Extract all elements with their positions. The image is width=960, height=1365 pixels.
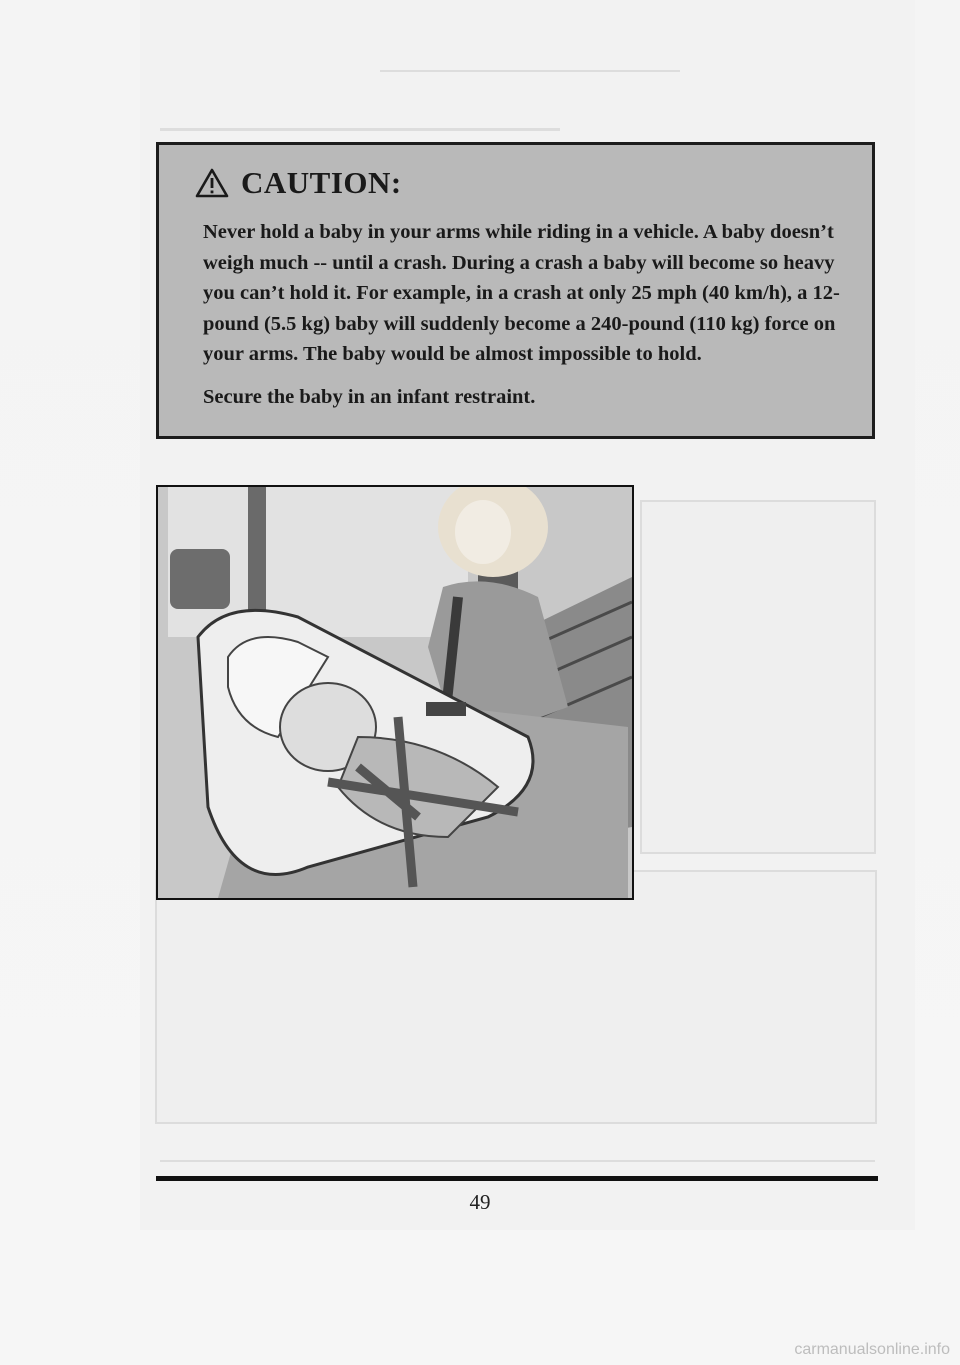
infant-restraint-illustration <box>156 485 634 900</box>
bleed-through-box <box>155 870 877 1124</box>
warning-triangle-icon <box>195 168 229 198</box>
caution-box <box>156 142 875 439</box>
watermark: carmanualsonline.info <box>794 1341 950 1358</box>
page-number: 49 <box>469 1190 491 1214</box>
bleed-through-line <box>160 128 560 131</box>
caution-paragraph: Secure the baby in an infant restraint. <box>203 385 536 408</box>
footer-rule <box>156 1176 878 1181</box>
bleed-through-line <box>380 70 680 72</box>
bleed-through-line <box>160 1160 875 1162</box>
caution-title: CAUTION: <box>241 165 402 200</box>
caution-paragraph: Never hold a baby in your arms while riding in a vehicle. A baby doesn’t weigh much -- until a crash. During a crash a baby will become so heavy you can’t hold it. For example, in a crash at only 25 mph (40 km/h), a 12-pound (5.5 kg) baby will suddenly become a 240-pound (110 kg) force on your arms. The baby would be almost impossible to hold. <box>203 221 840 365</box>
bleed-through-box <box>640 500 876 854</box>
illustration-drawing <box>158 487 632 898</box>
caution-header <box>195 165 848 201</box>
